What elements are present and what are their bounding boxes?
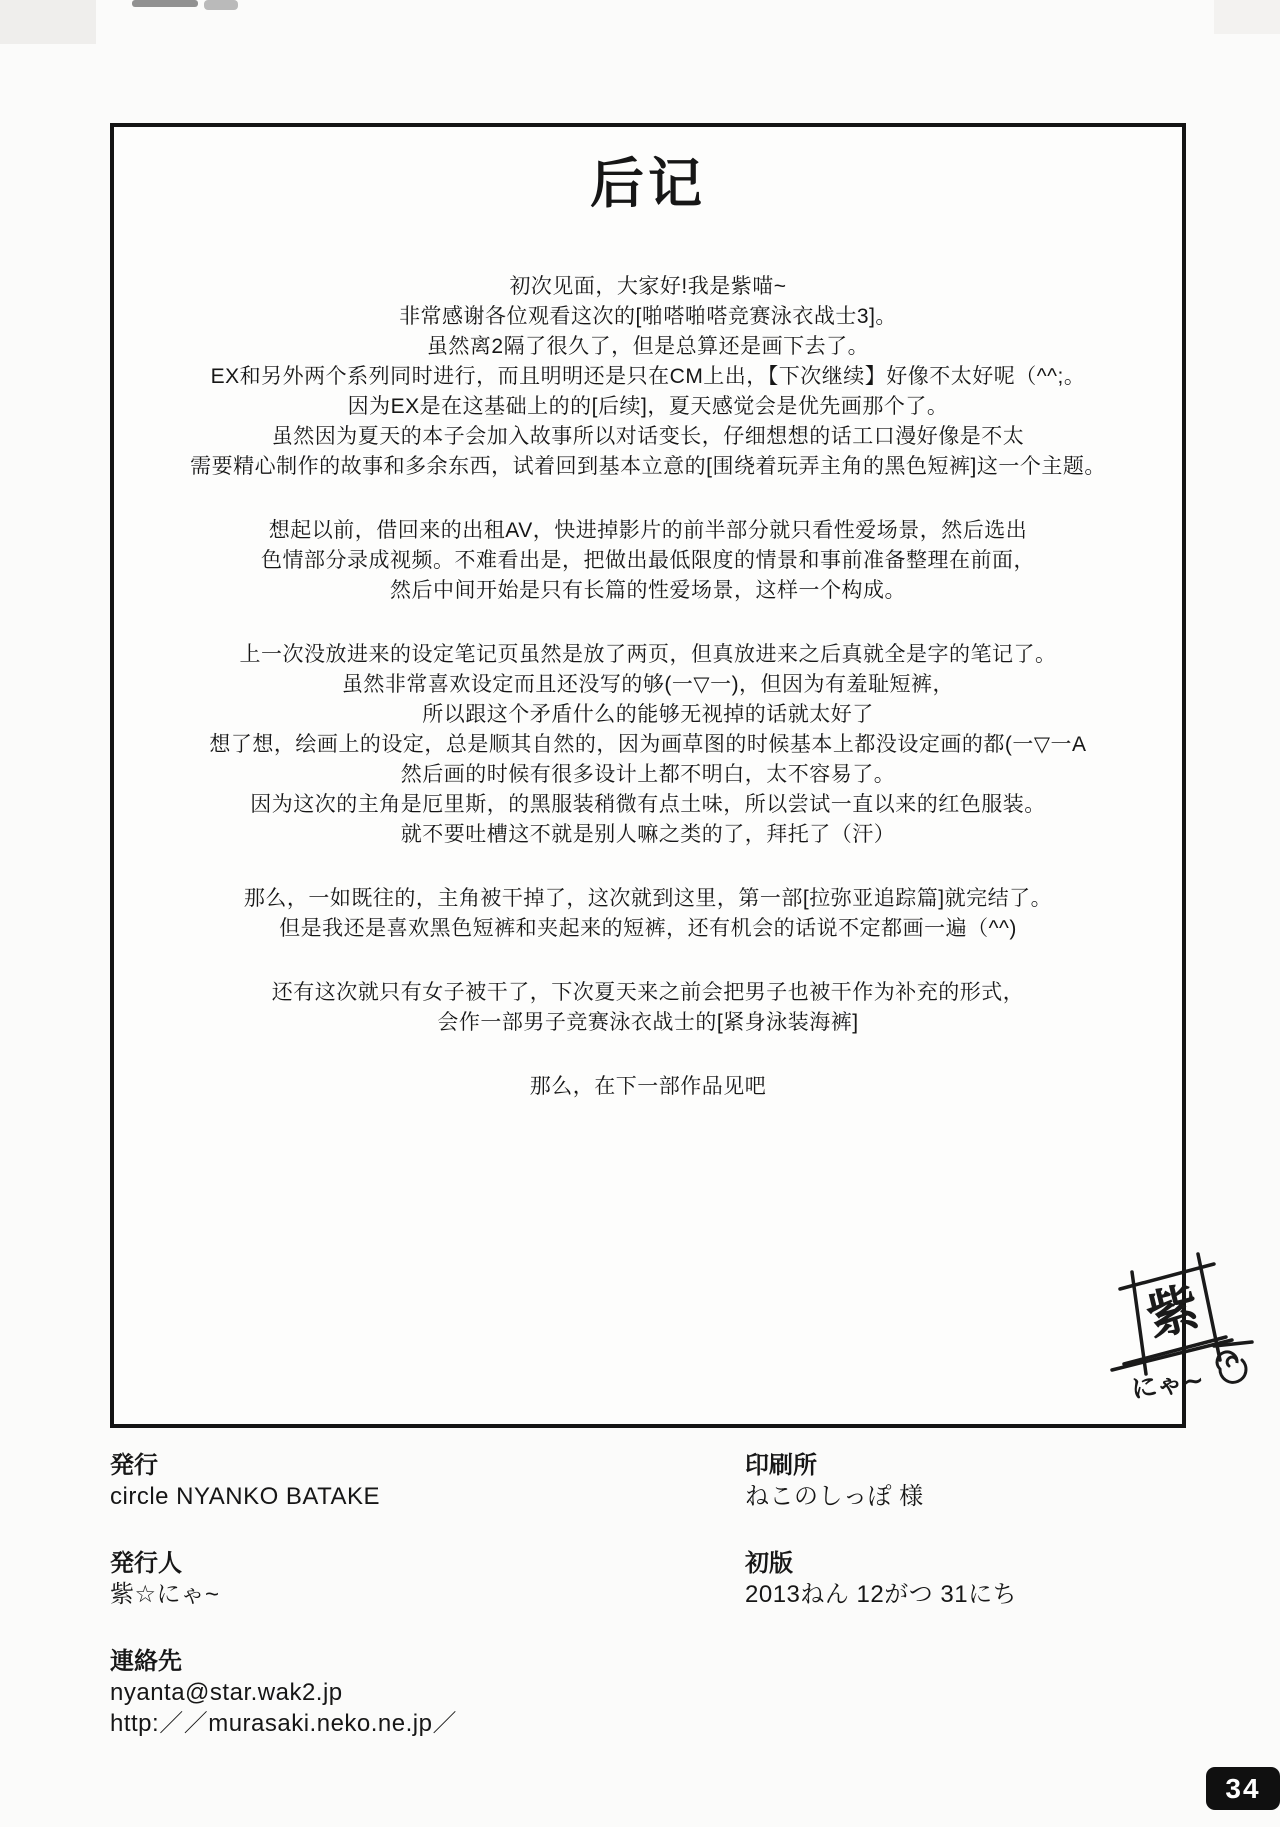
scan-artifact bbox=[1214, 0, 1280, 34]
afterword-paragraph bbox=[114, 978, 1182, 1038]
afterword-line: 想了想，绘画上的设定，总是顺其自然的，因为画草图的时候基本上都没设定画的都(一▽一A bbox=[209, 733, 1087, 756]
afterword-line: EX和另外两个系列同时进行，而且明明还是只在CM上出，【下次继续】好像不太好呢（^^;。 bbox=[210, 365, 1086, 388]
colophon-label: 印刷所 bbox=[745, 1452, 817, 1479]
afterword-paragraph bbox=[114, 1072, 1182, 1102]
afterword-line: 所以跟这个矛盾什么的能够无视掉的话就太好了 bbox=[422, 703, 874, 726]
colophon-entry-author bbox=[110, 1548, 670, 1610]
signature-name: にゃ~ bbox=[1129, 1365, 1207, 1406]
afterword-line: 会作一部男子竞赛泳衣战士的[紧身泳装海裤] bbox=[437, 1011, 859, 1034]
colophon-left bbox=[110, 1450, 670, 1775]
signature-kanji: 紫 bbox=[1140, 1277, 1206, 1349]
colophon-entry-printer bbox=[745, 1450, 1280, 1512]
colophon-entry-edition bbox=[745, 1548, 1280, 1610]
afterword-paragraph bbox=[114, 272, 1182, 482]
page-number-badge bbox=[1206, 1767, 1280, 1810]
afterword-line: 色情部分录成视频。不难看出是，把做出最低限度的情景和事前准备整理在前面， bbox=[261, 549, 1035, 572]
afterword-body bbox=[114, 272, 1182, 1102]
afterword-line: 想起以前，借回来的出租AV，快进掉影片的前半部分就只看性爱场景，然后选出 bbox=[268, 519, 1028, 542]
afterword-paragraph bbox=[114, 516, 1182, 606]
scan-artifact bbox=[132, 0, 198, 7]
colophon-right bbox=[745, 1450, 1280, 1646]
colophon-value: 紫☆にゃ~ bbox=[110, 1581, 220, 1608]
afterword-line: 那么，在下一部作品见吧 bbox=[529, 1075, 767, 1098]
afterword-line: 因为这次的主角是厄里斯，的黑服装稍微有点土味，所以尝试一直以来的红色服装。 bbox=[250, 793, 1046, 816]
afterword-line: 然后中间开始是只有长篇的性爱场景，这样一个构成。 bbox=[390, 579, 906, 602]
afterword-line: 虽然因为夏天的本子会加入故事所以对话变长，仔细想想的话工口漫好像是不太 bbox=[271, 425, 1025, 448]
scan-artifact bbox=[204, 0, 238, 10]
colophon-label: 発行 bbox=[110, 1452, 158, 1479]
afterword-line: 然后画的时候有很多设计上都不明白，太不容易了。 bbox=[400, 763, 896, 786]
afterword-box bbox=[110, 123, 1207, 1428]
afterword-paragraph bbox=[114, 640, 1182, 850]
scan-artifact bbox=[0, 0, 96, 44]
afterword-line: 但是我还是喜欢黑色短裤和夹起来的短裤，还有机会的话说不定都画一遍（^^) bbox=[279, 917, 1017, 940]
afterword-line: 就不要吐槽这不就是别人嘛之类的了，拜托了（汗） bbox=[400, 823, 896, 846]
colophon-label: 発行人 bbox=[110, 1550, 182, 1577]
colophon-entry-publisher bbox=[110, 1450, 670, 1512]
contact-email: nyanta@star.wak2.jp bbox=[110, 1679, 343, 1706]
colophon-value: circle NYANKO BATAKE bbox=[110, 1483, 381, 1510]
afterword-line: 初次见面，大家好!我是紫喵~ bbox=[509, 275, 787, 298]
colophon-label: 初版 bbox=[745, 1550, 793, 1577]
signature-doodle bbox=[1102, 1242, 1272, 1412]
colophon-label: 連絡先 bbox=[110, 1648, 182, 1675]
afterword-line: 因为EX是在这基础上的的[后续]，夏天感觉会是优先画那个了。 bbox=[347, 395, 949, 418]
colophon-value: ねこのしっぽ 様 bbox=[745, 1483, 924, 1510]
colophon-value: 2013ねん 12がつ 31にち bbox=[745, 1581, 1018, 1608]
afterword-line: 虽然非常喜欢设定而且还没写的够(一▽一)，但因为有羞耻短裤， bbox=[341, 673, 955, 696]
afterword-line: 需要精心制作的故事和多余东西，试着回到基本立意的[围绕着玩弄主角的黑色短裤]这一个主题。 bbox=[190, 455, 1106, 478]
afterword-paragraph bbox=[114, 884, 1182, 944]
page-number: 34 bbox=[1225, 1772, 1261, 1804]
afterword-line: 上一次没放进来的设定笔记页虽然是放了两页，但真放进来之后真就全是字的笔记了。 bbox=[239, 643, 1057, 666]
page-title: 后记 bbox=[590, 154, 706, 214]
afterword-line: 那么，一如既往的，主角被干掉了，这次就到这里，第一部[拉弥亚追踪篇]就完结了。 bbox=[243, 887, 1053, 910]
contact-url: http:／／murasaki.neko.ne.jp／ bbox=[110, 1710, 457, 1737]
afterword-line: 非常感谢各位观看这次的[啪嗒啪嗒竞赛泳衣战士3]。 bbox=[399, 305, 897, 328]
afterword-line: 还有这次就只有女子被干了，下次夏天来之前会把男子也被干作为补充的形式， bbox=[271, 981, 1025, 1004]
afterword-line: 虽然离2隔了很久了，但是总算还是画下去了。 bbox=[426, 335, 870, 358]
colophon-entry-contact bbox=[110, 1646, 670, 1739]
